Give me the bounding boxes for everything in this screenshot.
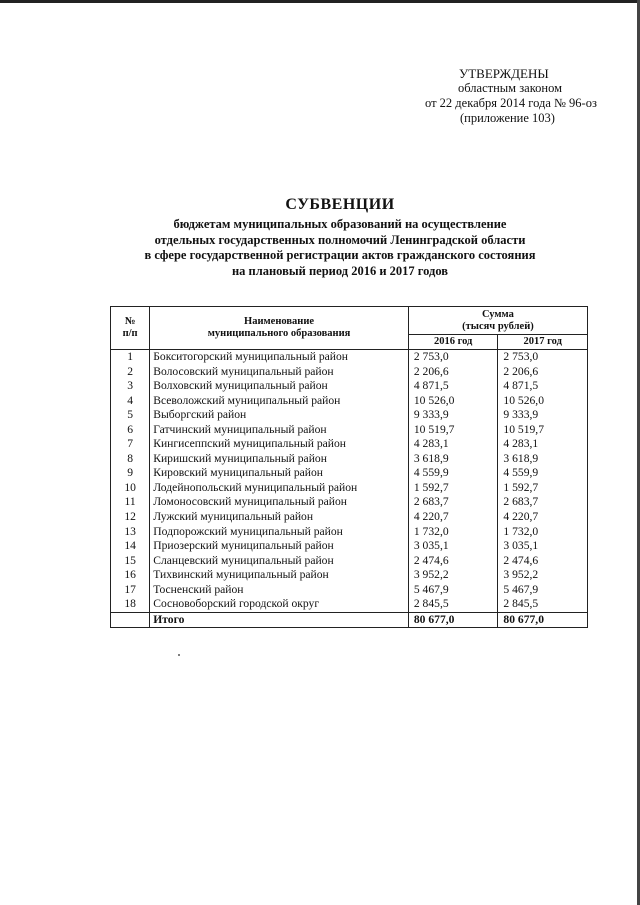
- title-line-3: в сфере государственной регистрации актов гражданского состояния: [144, 248, 536, 263]
- row-2016: 9 333,9: [408, 408, 498, 423]
- row-name: Лодейнопольский муниципальный район: [150, 481, 409, 496]
- row-name: Приозерский муниципальный район: [150, 539, 409, 554]
- row-name: Кировский муниципальный район: [150, 466, 409, 481]
- row-2017: 3 618,9: [498, 452, 588, 467]
- row-2017: 2 474,6: [498, 554, 588, 569]
- row-num: 1: [111, 350, 150, 365]
- header-num-line-1: №: [124, 316, 136, 327]
- title-line-2: отдельных государственных полномочий Ленинградской области: [154, 232, 526, 247]
- row-name: Киришский муниципальный район: [150, 452, 409, 467]
- header-num: [111, 307, 150, 350]
- row-num: 14: [111, 539, 150, 554]
- row-2017: 9 333,9: [498, 408, 588, 423]
- table-row: [111, 365, 588, 380]
- row-2016: 3 618,9: [408, 452, 498, 467]
- row-name: Подпорожский муниципальный район: [150, 525, 409, 540]
- page-top-edge: [0, 0, 640, 3]
- table-row: [111, 554, 588, 569]
- row-name: Тихвинский муниципальный район: [150, 568, 409, 583]
- stray-dot: [178, 654, 180, 656]
- header-sum-line-2: (тысяч рублей): [462, 321, 534, 332]
- row-num: 10: [111, 481, 150, 496]
- table-row: [111, 394, 588, 409]
- row-name: Лужский муниципальный район: [150, 510, 409, 525]
- row-name: Волосовский муниципальный район: [150, 365, 409, 380]
- table-row: [111, 583, 588, 598]
- table-row: [111, 423, 588, 438]
- row-2016: 1 732,0: [408, 525, 498, 540]
- row-2016: 1 592,7: [408, 481, 498, 496]
- header-name-line-1: Наименование: [244, 316, 315, 327]
- row-num: 6: [111, 423, 150, 438]
- header-name-line-2: муниципального образования: [207, 328, 351, 339]
- row-2017: 5 467,9: [498, 583, 588, 598]
- row-2017: 3 952,2: [498, 568, 588, 583]
- row-2017: 4 283,1: [498, 437, 588, 452]
- total-2017: 80 677,0: [498, 612, 588, 628]
- row-num: 13: [111, 525, 150, 540]
- row-2016: 2 845,5: [408, 597, 498, 612]
- row-2016: 10 526,0: [408, 394, 498, 409]
- header-year-2017: 2017 год: [498, 335, 588, 350]
- approval-stamp: [405, 66, 605, 126]
- row-2017: 4 871,5: [498, 379, 588, 394]
- approval-line-1: УТВЕРЖДЕНЫ: [459, 66, 549, 81]
- row-num: 4: [111, 394, 150, 409]
- title-line-1: бюджетам муниципальных образований на осуществление: [173, 217, 507, 231]
- row-2016: 2 206,6: [408, 365, 498, 380]
- header-sum: [408, 307, 587, 335]
- row-num: 9: [111, 466, 150, 481]
- title-line-4: на плановый период 2016 и 2017 годов: [231, 263, 449, 278]
- row-2016: 3 035,1: [408, 539, 498, 554]
- row-2016: 4 220,7: [408, 510, 498, 525]
- approval-line-2: областным законом: [458, 81, 563, 95]
- title-main: СУБВЕНЦИИ: [285, 196, 395, 213]
- table-row: [111, 466, 588, 481]
- row-name: Выборгский район: [150, 408, 409, 423]
- row-num: 15: [111, 554, 150, 569]
- table-row: [111, 350, 588, 365]
- row-2016: 10 519,7: [408, 423, 498, 438]
- row-2017: 3 035,1: [498, 539, 588, 554]
- row-2016: 4 283,1: [408, 437, 498, 452]
- row-2016: 2 753,0: [408, 350, 498, 365]
- row-num: 17: [111, 583, 150, 598]
- table-body: [111, 350, 588, 613]
- row-name: Ломоносовский муниципальный район: [150, 495, 409, 510]
- row-name: Всеволожский муниципальный район: [150, 394, 409, 409]
- row-2017: 2 845,5: [498, 597, 588, 612]
- table-row: [111, 597, 588, 612]
- row-num: 11: [111, 495, 150, 510]
- table-row: [111, 452, 588, 467]
- row-name: Тосненский район: [150, 583, 409, 598]
- row-num: 2: [111, 365, 150, 380]
- total-label: Итого: [150, 612, 409, 628]
- row-2016: 4 559,9: [408, 466, 498, 481]
- row-2017: 2 753,0: [498, 350, 588, 365]
- row-2017: 4 220,7: [498, 510, 588, 525]
- header-sum-line-1: Сумма: [481, 309, 514, 320]
- table-row: [111, 379, 588, 394]
- table-row: [111, 525, 588, 540]
- row-2017: 10 526,0: [498, 394, 588, 409]
- row-2017: 1 592,7: [498, 481, 588, 496]
- table-row: [111, 437, 588, 452]
- total-row: [111, 612, 588, 628]
- table-row: [111, 481, 588, 496]
- row-num: 3: [111, 379, 150, 394]
- header-name: [150, 307, 409, 350]
- header-num-line-2: п/п: [122, 328, 138, 339]
- row-2016: 4 871,5: [408, 379, 498, 394]
- row-name: Волховский муниципальный район: [150, 379, 409, 394]
- table-row: [111, 408, 588, 423]
- row-2016: 2 474,6: [408, 554, 498, 569]
- document-title: [80, 196, 600, 279]
- approval-line-4: (приложение 103): [460, 111, 555, 125]
- row-num: 5: [111, 408, 150, 423]
- table-row: [111, 568, 588, 583]
- row-name: Сланцевский муниципальный район: [150, 554, 409, 569]
- header-year-2016: 2016 год: [408, 335, 498, 350]
- table-row: [111, 495, 588, 510]
- subventions-table: [110, 306, 588, 628]
- approval-line-3: от 22 декабря 2014 года № 96-оз: [425, 96, 597, 110]
- row-2017: 10 519,7: [498, 423, 588, 438]
- row-name: Кингисеппский муниципальный район: [150, 437, 409, 452]
- table-row: [111, 539, 588, 554]
- row-2017: 2 206,6: [498, 365, 588, 380]
- row-num: 12: [111, 510, 150, 525]
- total-num-cell: [111, 612, 150, 628]
- row-name: Бокситогорский муниципальный район: [150, 350, 409, 365]
- row-2016: 5 467,9: [408, 583, 498, 598]
- row-num: 7: [111, 437, 150, 452]
- table-row: [111, 510, 588, 525]
- row-2017: 2 683,7: [498, 495, 588, 510]
- total-2016: 80 677,0: [408, 612, 498, 628]
- row-name: Сосновоборский городской округ: [150, 597, 409, 612]
- row-num: 16: [111, 568, 150, 583]
- row-num: 8: [111, 452, 150, 467]
- row-num: 18: [111, 597, 150, 612]
- row-2017: 1 732,0: [498, 525, 588, 540]
- row-2017: 4 559,9: [498, 466, 588, 481]
- row-2016: 3 952,2: [408, 568, 498, 583]
- row-2016: 2 683,7: [408, 495, 498, 510]
- row-name: Гатчинский муниципальный район: [150, 423, 409, 438]
